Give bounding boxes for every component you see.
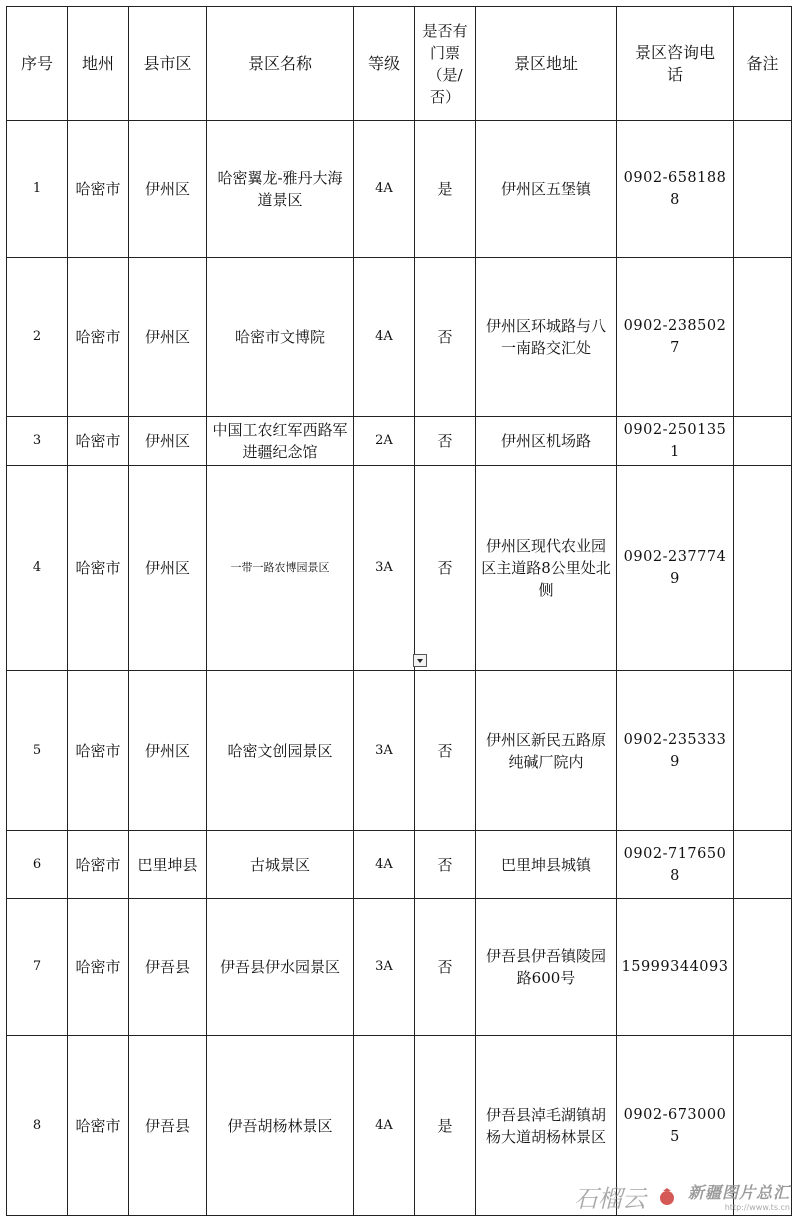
cell-address: 伊州区现代农业园区主道路8公里处北侧 [476,466,617,671]
cell-prefecture: 哈密市 [68,831,129,899]
cell-note [734,417,792,466]
cell-scenic-name: 古城景区 [207,831,354,899]
cell-ticket: 否 [415,831,476,899]
cell-scenic-name: 哈密文创园景区 [207,671,354,831]
cell-ticket: 否 [415,417,476,466]
header-index: 序号 [7,7,68,121]
cell-index: 2 [7,258,68,417]
cell-level: 3A [354,466,415,671]
cell-county: 伊吾县 [129,899,207,1036]
cell-scenic-name: 哈密市文博院 [207,258,354,417]
header-prefecture: 地州 [68,7,129,121]
watermark [574,1176,790,1216]
header-ticket: 是否有门票（是/否） [415,7,476,121]
cell-ticket: 否 [415,258,476,417]
cell-index: 8 [7,1036,68,1216]
cell-phone: 15999344093 [617,899,734,1036]
header-phone: 景区咨询电话 [617,7,734,121]
cell-ticket: 否 [415,671,476,831]
cell-phone: 0902-2501351 [617,417,734,466]
cell-address: 伊州区机场路 [476,417,617,466]
header-note: 备注 [734,7,792,121]
cell-scenic-name: 一带一路农博园景区 [207,466,354,671]
cell-index: 1 [7,121,68,258]
cell-note [734,258,792,417]
cell-level: 3A [354,899,415,1036]
cell-level: 3A [354,671,415,831]
watermark-brand-name: 新疆图片总汇 [687,1183,790,1202]
cell-ticket: 是 [415,1036,476,1216]
cell-index: 5 [7,671,68,831]
watermark-brand [688,1180,790,1212]
cell-phone: 0902-2353339 [617,671,734,831]
cell-ticket: 是 [415,121,476,258]
cell-ticket: 否 [415,466,476,671]
cell-index: 7 [7,899,68,1036]
cell-index: 6 [7,831,68,899]
cell-county: 伊州区 [129,671,207,831]
cell-county: 伊州区 [129,258,207,417]
watermark-url: http://www.ts.cn [724,1203,790,1212]
cell-scenic-name: 中国工农红军西路军进疆纪念馆 [207,417,354,466]
header-scenic-name: 景区名称 [207,7,354,121]
cell-phone: 0902-6581888 [617,121,734,258]
cell-prefecture: 哈密市 [68,466,129,671]
table-row [7,121,792,258]
header-level: 等级 [354,7,415,121]
cell-address: 伊吾县淖毛湖镇胡杨大道胡杨林景区 [476,1036,617,1216]
table-row [7,466,792,671]
table-row [7,258,792,417]
cell-note [734,121,792,258]
cell-phone: 0902-2377749 [617,466,734,671]
cell-index: 4 [7,466,68,671]
header-county: 县市区 [129,7,207,121]
cell-phone: 0902-7176508 [617,831,734,899]
header-address: 景区地址 [476,7,617,121]
dropdown-arrow-icon[interactable] [413,654,427,667]
cell-phone: 0902-2385027 [617,258,734,417]
cell-county: 伊州区 [129,466,207,671]
cell-note [734,466,792,671]
cell-note [734,899,792,1036]
cell-scenic-name: 伊吾胡杨林景区 [207,1036,354,1216]
table-row [7,417,792,466]
cell-prefecture: 哈密市 [68,1036,129,1216]
cell-county: 伊州区 [129,417,207,466]
cell-prefecture: 哈密市 [68,671,129,831]
cell-address: 伊吾县伊吾镇陵园路600号 [476,899,617,1036]
cell-phone: 0902-6730005 [617,1036,734,1216]
cell-level: 2A [354,417,415,466]
cell-prefecture: 哈密市 [68,258,129,417]
cell-scenic-name: 哈密翼龙-雅丹大海道景区 [207,121,354,258]
cell-level: 4A [354,121,415,258]
cell-note [734,671,792,831]
cell-prefecture: 哈密市 [68,899,129,1036]
cell-prefecture: 哈密市 [68,121,129,258]
cell-address: 伊州区新民五路原纯碱厂院内 [476,671,617,831]
watermark-logo-text: 石榴云 [573,1184,646,1213]
scenic-area-table [6,6,792,1216]
cell-index: 3 [7,417,68,466]
table-row [7,831,792,899]
cell-county: 巴里坤县 [129,831,207,899]
cell-address: 伊州区五堡镇 [476,121,617,258]
cell-county: 伊吾县 [129,1036,207,1216]
table-row [7,899,792,1036]
header-row [7,7,792,121]
cell-level: 4A [354,1036,415,1216]
table-row [7,671,792,831]
cell-ticket: 否 [415,899,476,1036]
cell-note [734,831,792,899]
cell-address: 巴里坤县城镇 [476,831,617,899]
cell-prefecture: 哈密市 [68,417,129,466]
cell-scenic-name: 伊吾县伊水园景区 [207,899,354,1036]
cell-county: 伊州区 [129,121,207,258]
cell-level: 4A [354,258,415,417]
cell-address: 伊州区环城路与八一南路交汇处 [476,258,617,417]
pomegranate-icon [654,1186,680,1206]
cell-level: 4A [354,831,415,899]
